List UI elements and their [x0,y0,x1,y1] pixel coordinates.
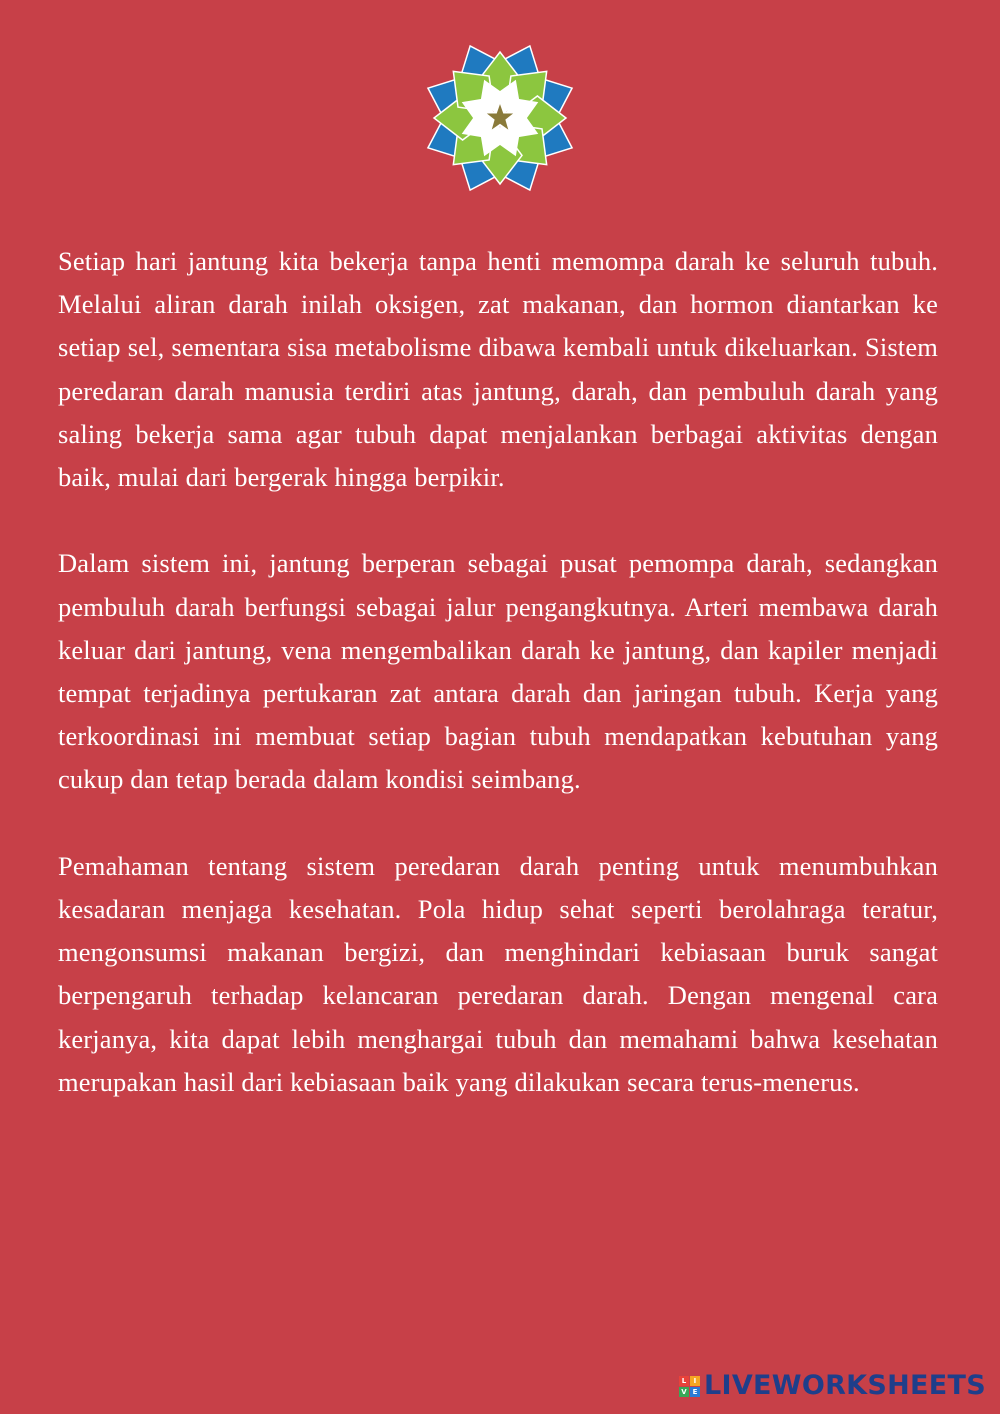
mandala-star-icon [415,38,585,198]
liveworksheets-tiles-icon [679,1376,700,1397]
paragraph-2: Dalam sistem ini, jantung berperan sebagai pusat pemompa darah, sedangkan pembuluh darah berfungsi sebagai jalur pengangkutnya. Arteri membawa darah keluar dari jantung, vena mengembalikan darah ke jantung, dan kapiler menjadi tempat terjadinya pertukaran zat antara darah dan jaringan tubuh. Kerja yang terkoordinasi ini membuat setiap bagian tubuh mendapatkan kebutuhan yang cukup dan tetap berada dalam kondisi seimbang. [58,548,938,795]
tile-l: L [679,1376,689,1386]
paragraph-1: Setiap hari jantung kita bekerja tanpa henti memompa darah ke seluruh tubuh. Melalui aliran darah inilah oksigen, zat makanan, dan hormon diantarkan ke setiap sel, sementara sisa metabolisme dibawa kembali untuk dikeluarkan. Sistem peredaran darah manusia terdiri atas jantung, darah, dan pembuluh darah yang saling bekerja sama agar tubuh dapat menjalankan berbagai aktivitas dengan baik, mulai dari bergerak hingga berpikir. [58,246,938,493]
tile-v: V [679,1387,689,1397]
liveworksheets-watermark [679,1368,986,1404]
paragraph-3: Pemahaman tentang sistem peredaran darah penting untuk menumbuhkan kesadaran menjaga kesehatan. Pola hidup sehat seperti berolahraga teratur, mengonsumsi makanan bergizi, dan menghindari kebiasaan buruk sangat berpengaruh terhadap kelancaran peredaran darah. Dengan mengenal cara kerjanya, kita dapat lebih menghargai tubuh dan memahami bahwa kesehatan merupakan hasil dari kebiasaan baik yang dilakukan secara terus-menerus. [58,850,938,1097]
tile-i: I [690,1376,700,1386]
tile-e: E [690,1387,700,1397]
document-body [58,240,938,1104]
watermark-text: LIVEWORKSHEETS [703,1370,986,1401]
